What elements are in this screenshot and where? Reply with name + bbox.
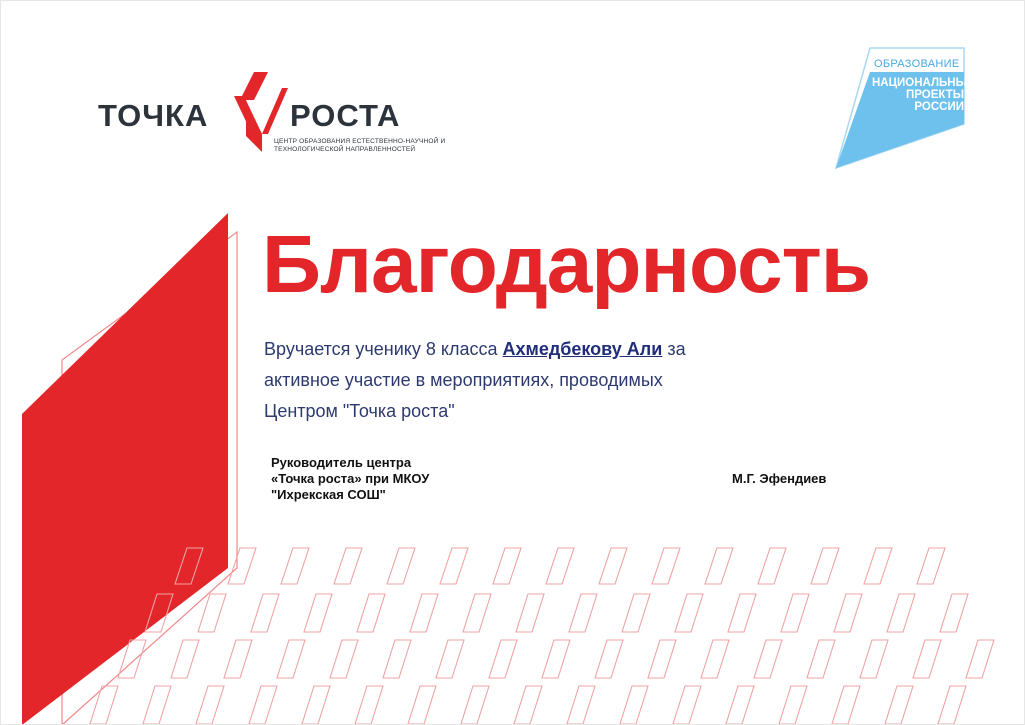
pattern-rhombus [940,594,968,632]
national-projects-top-label: ОБРАЗОВАНИЕ [874,58,960,70]
pattern-rhombus [885,686,913,724]
logo-word-left: ТОЧКА [98,98,209,133]
pattern-rhombus [330,640,358,678]
body-line1-suffix: за [667,339,686,359]
pattern-rhombus [938,686,966,724]
pattern-rhombus [143,686,171,724]
body-line3: Центром "Точка роста" [264,401,455,421]
pattern-rhombus [781,594,809,632]
pattern-rhombus [542,640,570,678]
pattern-rhombus [302,686,330,724]
logo-word-right: РОСТА [290,98,401,133]
certificate-title: Благодарность [262,219,871,310]
pattern-rhombus [648,640,676,678]
pattern-rhombus [811,548,839,584]
pattern-rhombus [546,548,574,584]
pattern-rhombus [224,640,252,678]
pattern-rhombus [387,548,415,584]
pattern-rhombus [493,548,521,584]
pattern-rhombus [90,686,118,724]
recipient-name: Ахмедбекову Али [502,339,663,359]
signatory-position [271,455,429,503]
certificate-body [264,334,784,427]
pattern-rhombus [807,640,835,678]
national-projects-logo [830,44,990,169]
pattern-rhombus [461,686,489,724]
np-line3: РОССИИ [914,101,964,113]
pattern-rhombus [673,686,701,724]
tochka-rosta-logo [98,68,478,168]
pattern-rhombus [251,594,279,632]
pattern-rhombus [887,594,915,632]
pattern-rhombus [410,594,438,632]
pattern-rhombus [514,686,542,724]
position-line1: Руководитель центра [271,455,412,470]
pattern-rhombus [728,594,756,632]
pattern-rhombus [726,686,754,724]
pattern-rhombus [357,594,385,632]
pattern-rhombus [701,640,729,678]
national-projects-title [872,77,975,113]
pattern-rhombus [913,640,941,678]
position-line2: «Точка роста» при МКОУ [271,471,430,486]
body-line2: активное участие в мероприятиях, проводимых [264,370,663,390]
pattern-rhombus [622,594,650,632]
pattern-rhombus [917,548,945,584]
pattern-rhombus [383,640,411,678]
pattern-rhombus [334,548,362,584]
pattern-rhombus [832,686,860,724]
pattern-rhombus [463,594,491,632]
pattern-rhombus [281,548,309,584]
pattern-rhombus [436,640,464,678]
body-line1-prefix: Вручается ученику 8 класса [264,339,498,359]
pattern-rhombus [758,548,786,584]
body-line1 [264,334,784,365]
pattern-rhombus [489,640,517,678]
pattern-rhombus [779,686,807,724]
pattern-rhombus [860,640,888,678]
pattern-rhombus [516,594,544,632]
red-parallelogram [22,213,228,725]
pattern-rhombus [599,548,627,584]
pattern-rhombus [304,594,332,632]
pattern-rhombus [705,548,733,584]
pattern-rhombus [595,640,623,678]
pattern-rhombus [355,686,383,724]
logo-subtitle [274,138,474,154]
pattern-rhombus [277,640,305,678]
pattern-rhombus [620,686,648,724]
pattern-rhombus [228,548,256,584]
position-line3: "Ихрекская СОШ" [271,487,386,502]
pattern-rhombus [754,640,782,678]
pattern-rhombus [569,594,597,632]
pattern-rhombus [864,548,892,584]
pattern-rhombus [171,640,199,678]
pattern-rhombus [567,686,595,724]
pattern-rhombus [196,686,224,724]
pattern-rhombus [249,686,277,724]
pattern-rhombus [652,548,680,584]
pattern-rhombus [408,686,436,724]
logo-subtitle-line2: ТЕХНОЛОГИЧЕСКОЙ НАПРАВЛЕННОСТЕЙ [274,146,416,153]
signatory-name: М.Г. Эфендиев [732,471,827,486]
pattern-rhombus [675,594,703,632]
np-line1: НАЦИОНАЛЬНЫЕ [872,77,975,89]
logo-subtitle-line1: ЦЕНТР ОБРАЗОВАНИЯ ЕСТЕСТВЕННО-НАУЧНОЙ И [274,138,446,145]
rhombus-pattern [90,548,994,724]
pattern-rhombus [966,640,994,678]
pattern-rhombus [834,594,862,632]
pattern-rhombus [440,548,468,584]
np-line2: ПРОЕКТЫ [906,89,964,101]
